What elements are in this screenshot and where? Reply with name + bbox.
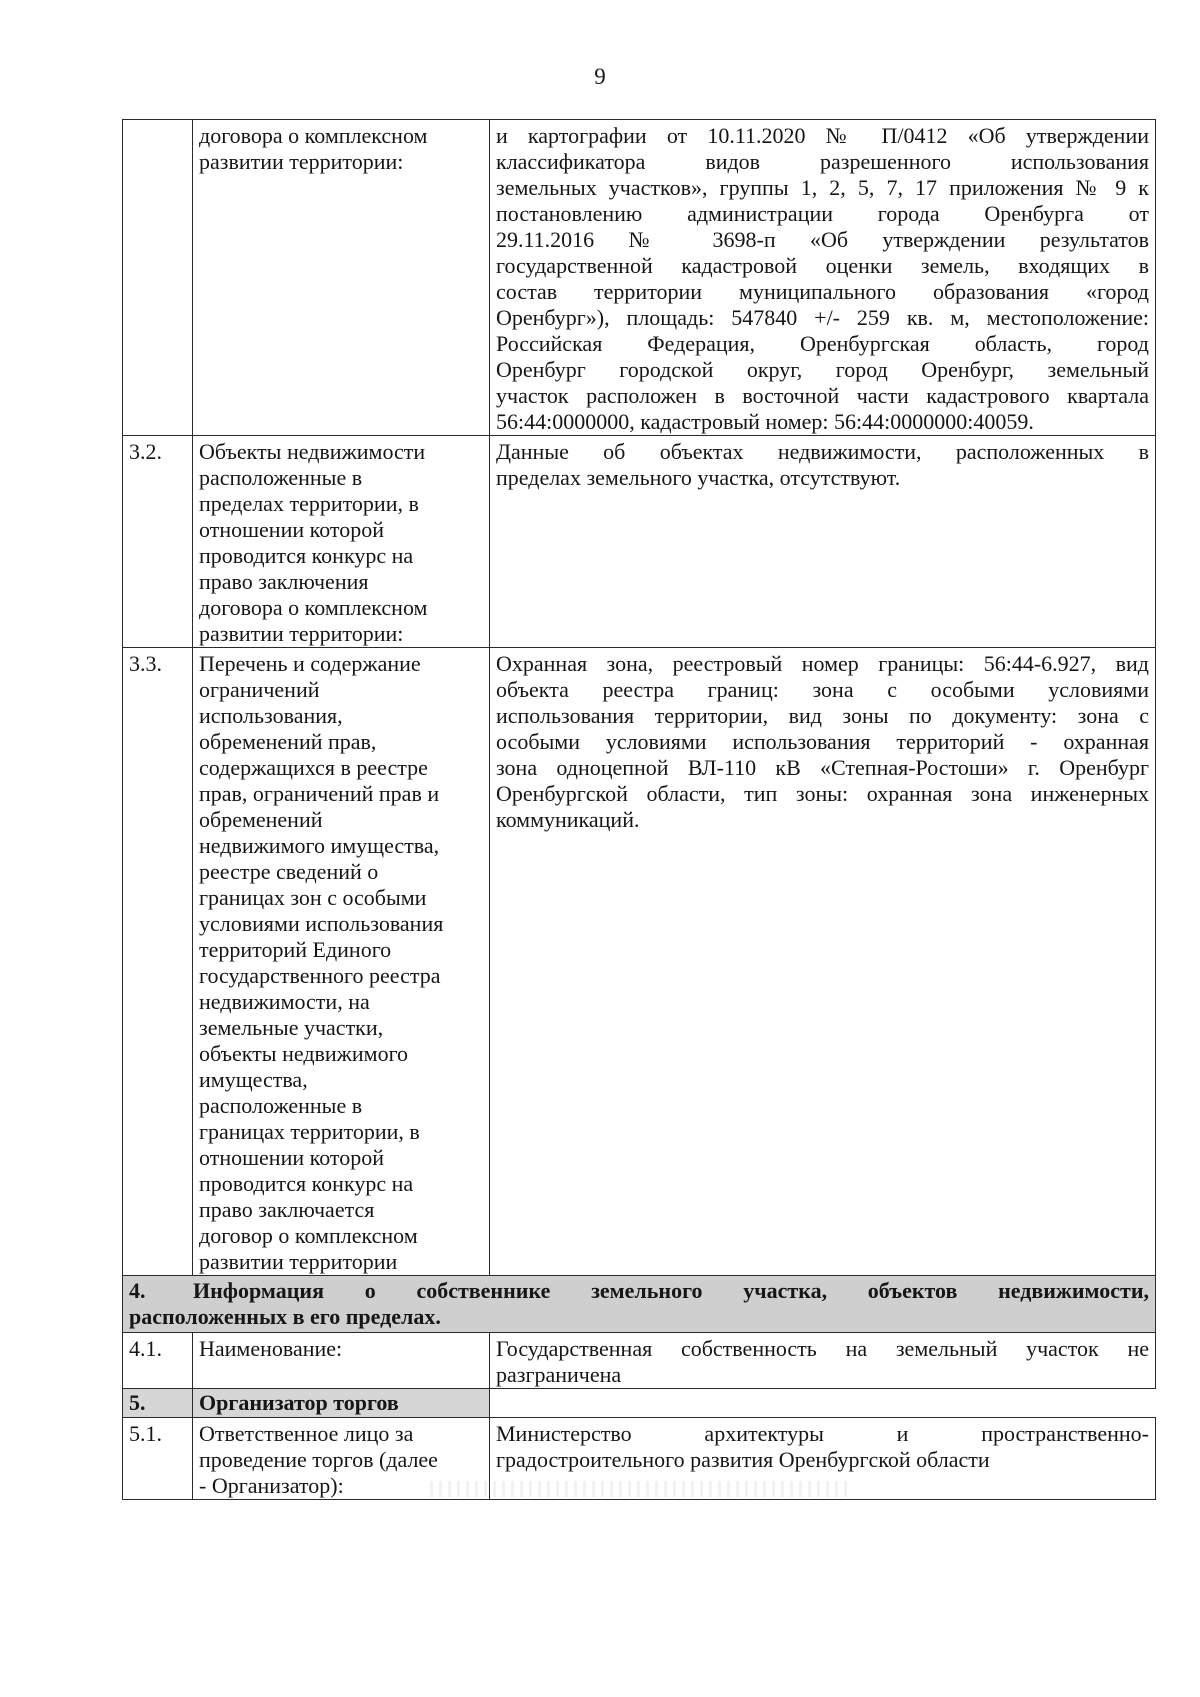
section-header-4 (123, 1276, 1156, 1333)
row-label (193, 436, 490, 648)
row-value (490, 648, 1156, 1276)
text-line: обременений прав, (199, 729, 377, 754)
text-line: проведение торгов (далее (199, 1447, 438, 1472)
page-number: 9 (594, 64, 606, 89)
text-line: отношении которой (199, 1145, 385, 1170)
row-number: 3.2. (123, 436, 193, 648)
text-line: расположенные в (199, 465, 363, 490)
row-label (193, 1333, 490, 1389)
text-line: Государственная собственность на земельный участок не (496, 1336, 1149, 1361)
section-title-line2: расположенных в его пределах. (129, 1304, 441, 1329)
text-line: пределах территории, в (199, 491, 419, 516)
row-value (490, 120, 1156, 436)
text-line: право заключения (199, 569, 369, 594)
text-line: Наименование: (199, 1336, 343, 1361)
text-line: обременений (199, 807, 323, 832)
row-number: 3.3. (123, 648, 193, 1276)
section-title-line1: Информация о собственнике земельного участка, объектов недвижимости, (193, 1278, 1149, 1303)
text-line: договор о комплексном (199, 1223, 418, 1248)
text-line: содержащихся в реестре (199, 755, 428, 780)
text-line: особыми условиями использования территорий - охранная (496, 729, 1149, 754)
text-line: договора о комплексном (199, 123, 428, 148)
section-number: 4. (129, 1278, 146, 1303)
text-line: участок расположен в восточной части кадастрового квартала (496, 383, 1149, 408)
text-line: постановлению администрации города Оренбурга от (496, 201, 1149, 226)
text-line: объекта реестра границ: зона с особыми условиями (496, 677, 1149, 702)
scan-noise (430, 1481, 850, 1497)
text-line: Охранная зона, реестровый номер границы: 56:44-6.927, вид (496, 651, 1149, 676)
text-line: пределах земельного участка, отсутствуют. (496, 465, 901, 490)
section-empty-cell (490, 1389, 1156, 1418)
section-header-5 (123, 1389, 1156, 1418)
text-line: расположенные в (199, 1093, 363, 1118)
table-row (123, 120, 1156, 436)
section-number: 5. (123, 1389, 193, 1418)
text-line: имущества, (199, 1067, 308, 1092)
text-line: - Организатор): (199, 1473, 344, 1498)
section-title (123, 1276, 1156, 1333)
text-line: недвижимости, на (199, 989, 370, 1014)
text-line: условиями использования (199, 911, 444, 936)
row-number (123, 120, 193, 436)
row-label (193, 648, 490, 1276)
text-line: градостроительного развития Оренбургской области (496, 1447, 990, 1472)
text-line: территорий Единого (199, 937, 392, 962)
row-label (193, 120, 490, 436)
text-line: Оренбург городской округ, город Оренбург, земельный (496, 357, 1149, 382)
text-line: прав, ограничений прав и (199, 781, 440, 806)
text-line: государственной кадастровой оценки земель, входящих в (496, 253, 1149, 278)
table-row (123, 648, 1156, 1276)
section-title: Организатор торгов (193, 1389, 490, 1418)
row-value (490, 1333, 1156, 1389)
text-line: проводится конкурс на (199, 543, 414, 568)
text-line: 56:44:0000000, кадастровый номер: 56:44:0000000:40059. (496, 409, 1034, 434)
text-line: Оренбургской области, тип зоны: охранная зона инженерных (496, 781, 1149, 806)
text-line: государственного реестра (199, 963, 441, 988)
document-table (122, 119, 1156, 1500)
text-line: проводится конкурс на (199, 1171, 414, 1196)
text-line: объекты недвижимого (199, 1041, 409, 1066)
text-line: Ответственное лицо за (199, 1421, 414, 1446)
text-line: земельных участков», группы 1, 2, 5, 7, 17 приложения № 9 к (496, 175, 1149, 200)
text-line: реестре сведений о (199, 859, 379, 884)
text-line: Министерство архитектуры и пространственно- (496, 1421, 1149, 1446)
text-line: ограничений (199, 677, 320, 702)
text-line: Данные об объектах недвижимости, расположенных в (496, 439, 1149, 464)
text-line: Российская Федерация, Оренбургская область, город (496, 331, 1149, 356)
text-line: использования, (199, 703, 343, 728)
text-line: границах территории, в (199, 1119, 420, 1144)
text-line: состав территории муниципального образования «город (496, 279, 1149, 304)
text-line: развитии территории (199, 1249, 398, 1274)
text-line: Объекты недвижимости (199, 439, 426, 464)
text-line: 29.11.2016 № 3698-п «Об утверждении результатов (496, 227, 1149, 252)
text-line: развитии территории: (199, 149, 404, 174)
text-line: зона одноцепной ВЛ-110 кВ «Степная-Ростоши» г. Оренбург (496, 755, 1149, 780)
text-line: право заключается (199, 1197, 375, 1222)
table-row (123, 1333, 1156, 1389)
text-line: земельные участки, (199, 1015, 384, 1040)
text-line: Перечень и содержание (199, 651, 421, 676)
text-line: границах зон с особыми (199, 885, 427, 910)
text-line: и картографии от 10.11.2020 № П/0412 «Об утверждении (496, 123, 1149, 148)
text-line: разграничена (496, 1362, 622, 1387)
text-line: договора о комплексном (199, 595, 428, 620)
text-line: классификатора видов разрешенного использования (496, 149, 1149, 174)
text-line: коммуникаций. (496, 807, 640, 832)
row-number: 5.1. (123, 1418, 193, 1500)
row-value (490, 436, 1156, 648)
row-number: 4.1. (123, 1333, 193, 1389)
text-line: использования территории, вид зоны по документу: зона с (496, 703, 1149, 728)
text-line: недвижимого имущества, (199, 833, 440, 858)
text-line: отношении которой (199, 517, 385, 542)
text-line: развитии территории: (199, 621, 404, 646)
table-row (123, 436, 1156, 648)
text-line: Оренбург»), площадь: 547840 +/- 259 кв. м, местоположение: (496, 305, 1149, 330)
